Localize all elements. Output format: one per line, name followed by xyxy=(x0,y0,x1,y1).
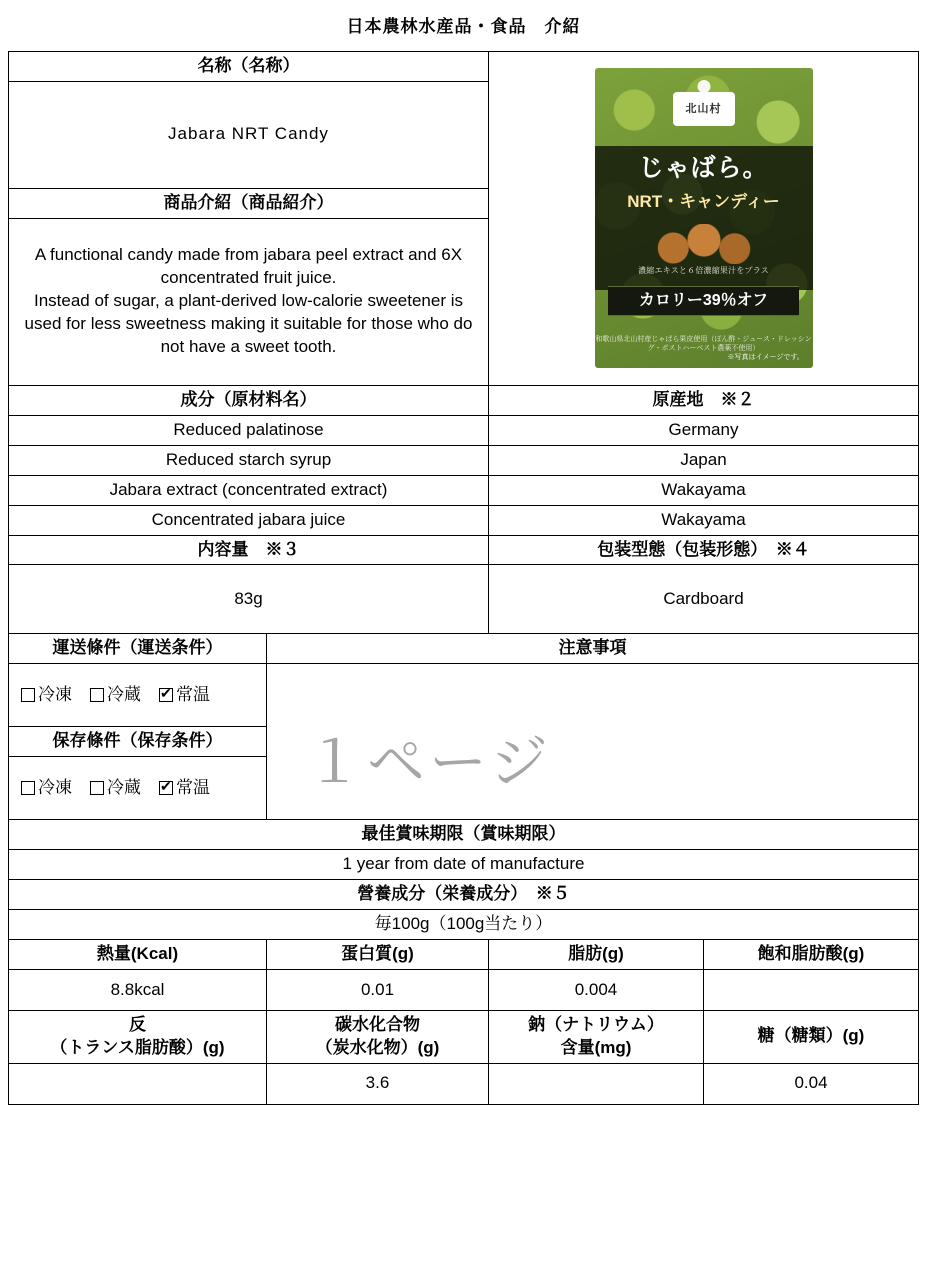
storage-option-frozen[interactable] xyxy=(21,777,72,800)
ingredient-origin: Wakayama xyxy=(489,505,919,535)
shipping-option-label: 冷蔵 xyxy=(107,684,141,704)
nutrition-value: 0.04 xyxy=(704,1063,919,1104)
ingredients-header: 成分（原材料名） xyxy=(9,385,489,415)
nutrition-col-header-line2: 含量(mg) xyxy=(560,1037,632,1057)
product-package-image xyxy=(595,68,813,368)
nutrition-col-header-line1: 糖（糖類）(g) xyxy=(757,1026,865,1046)
ingredient-origin: Germany xyxy=(489,415,919,445)
package-sub-text: NRT・キャンディー xyxy=(627,192,780,212)
notes-header: 注意事項 xyxy=(267,634,919,664)
title-row xyxy=(9,6,919,51)
name-header-row xyxy=(9,51,919,81)
nutrition-value: 0.004 xyxy=(489,970,704,1011)
nutrition-value xyxy=(489,1063,704,1104)
checkbox-checked-icon[interactable] xyxy=(159,688,173,702)
nutrition-value xyxy=(704,970,919,1011)
ingredient-name: Concentrated jabara juice xyxy=(9,505,489,535)
nutrition-basis-row xyxy=(9,910,919,940)
shipping-option-ambient[interactable] xyxy=(159,684,210,707)
shipping-option-chilled[interactable] xyxy=(90,684,141,707)
shelf-life-header: 最佳賞味期限（賞味期限） xyxy=(9,820,919,850)
package-calorie-strip: カロリー39％オフ xyxy=(608,286,800,316)
nutrition-col-header-line1: 反 xyxy=(129,1015,146,1034)
package-candy-illustration xyxy=(656,224,752,264)
origin-header: 原産地 ※２ xyxy=(489,385,919,415)
content-value: 83g xyxy=(9,565,489,634)
nutrition-value-row-1 xyxy=(9,970,919,1011)
package-main-text: じゃばら。 xyxy=(638,154,769,183)
shipping-options-row xyxy=(9,664,919,727)
checkbox-icon[interactable] xyxy=(21,688,35,702)
ingredient-origin: Japan xyxy=(489,445,919,475)
table-row xyxy=(9,445,919,475)
checkbox-icon[interactable] xyxy=(90,688,104,702)
nutrition-basis: 毎100g（100g当たり） xyxy=(9,910,919,940)
shipping-options-cell xyxy=(9,664,267,727)
shipping-header: 運送條件（運送条件） xyxy=(9,634,267,664)
nutrition-col-header-line1: 碳水化合物 xyxy=(335,1015,420,1034)
nutrition-header-row-1 xyxy=(9,940,919,970)
nutrition-col-header xyxy=(489,1011,704,1064)
table-row xyxy=(9,505,919,535)
shelf-life-value: 1 year from date of manufacture xyxy=(9,850,919,880)
storage-option-label: 冷蔵 xyxy=(107,777,141,797)
storage-options-cell xyxy=(9,757,267,820)
shipping-option-label: 常温 xyxy=(176,684,210,704)
table-row xyxy=(9,415,919,445)
nutrition-col-header-line1: 鈉（ナトリウム） xyxy=(528,1015,664,1034)
page-title: 日本農林水産品・食品 介紹 xyxy=(9,6,919,51)
package-value: Cardboard xyxy=(489,565,919,634)
ingredient-name: Reduced starch syrup xyxy=(9,445,489,475)
nutrition-col-header: 熱量(Kcal) xyxy=(9,940,267,970)
checkbox-icon[interactable] xyxy=(90,781,104,795)
nutrition-col-header: 脂肪(g) xyxy=(489,940,704,970)
checkbox-icon[interactable] xyxy=(21,781,35,795)
checkbox-checked-icon[interactable] xyxy=(159,781,173,795)
table-row xyxy=(9,475,919,505)
package-tiny-text: 濃縮エキスと６倍濃縮果汁をプラス xyxy=(638,266,769,276)
package-foot-text: 和歌山県北山村産じゃばら果皮使用（ぽん酢・ジュース・ドレッシング・ポストハーベスト農薬不使用） xyxy=(595,335,812,352)
nutrition-value: 8.8kcal xyxy=(9,970,267,1011)
intro-text-cell xyxy=(9,218,489,385)
nutrition-col-header-line2: （トランス脂肪酸）(g) xyxy=(50,1037,225,1057)
page-watermark: １ページ xyxy=(305,728,552,796)
nutrition-value: 0.01 xyxy=(267,970,489,1011)
nutrition-col-header xyxy=(9,1011,267,1064)
content-header-row xyxy=(9,535,919,565)
shelf-life-value-row xyxy=(9,850,919,880)
nutrition-col-header-line2: （炭水化物）(g) xyxy=(315,1037,440,1057)
nutrition-col-header xyxy=(704,1011,919,1064)
nutrition-header: 營養成分（栄養成分） ※５ xyxy=(9,880,919,910)
product-info-table xyxy=(8,6,919,1105)
storage-option-chilled[interactable] xyxy=(90,777,141,800)
nutrition-col-header: 飽和脂肪酸(g) xyxy=(704,940,919,970)
storage-header: 保存條件（保存条件） xyxy=(9,727,267,757)
content-header: 内容量 ※３ xyxy=(9,535,489,565)
nutrition-value xyxy=(9,1063,267,1104)
product-name: Jabara NRT Candy xyxy=(9,81,489,188)
package-brand-logo: 北山村 xyxy=(673,92,735,126)
nutrition-header-row-2 xyxy=(9,1011,919,1064)
ingredient-origin: Wakayama xyxy=(489,475,919,505)
shipping-header-row xyxy=(9,634,919,664)
storage-option-label: 常温 xyxy=(176,777,210,797)
content-value-row xyxy=(9,565,919,634)
shelf-life-header-row xyxy=(9,820,919,850)
storage-option-label: 冷凍 xyxy=(38,777,72,797)
storage-option-ambient[interactable] xyxy=(159,777,210,800)
nutrition-col-header: 蛋白質(g) xyxy=(267,940,489,970)
name-header: 名称（名称） xyxy=(9,51,489,81)
intro-header: 商品介紹（商品紹介） xyxy=(9,188,489,218)
product-image-cell xyxy=(489,51,919,385)
nutrition-col-header xyxy=(267,1011,489,1064)
package-header: 包装型態（包装形態） ※４ xyxy=(489,535,919,565)
nutrition-value-row-2 xyxy=(9,1063,919,1104)
nutrition-header-row xyxy=(9,880,919,910)
intro-line-2: Instead of sugar, a plant-derived low-calorie sweetener is used for less sweetness making it suitable for those who do not have a sweet tooth. xyxy=(24,291,473,357)
ingredient-name: Reduced palatinose xyxy=(9,415,489,445)
shipping-option-label: 冷凍 xyxy=(38,684,72,704)
package-note-text: ※写真はイメージです。 xyxy=(727,353,804,361)
notes-value xyxy=(267,664,919,820)
nutrition-value: 3.6 xyxy=(267,1063,489,1104)
ingredient-name: Jabara extract (concentrated extract) xyxy=(9,475,489,505)
ingredients-header-row xyxy=(9,385,919,415)
intro-line-1: A functional candy made from jabara peel extract and 6X concentrated fruit juice. xyxy=(34,245,463,288)
shipping-option-frozen[interactable] xyxy=(21,684,72,707)
